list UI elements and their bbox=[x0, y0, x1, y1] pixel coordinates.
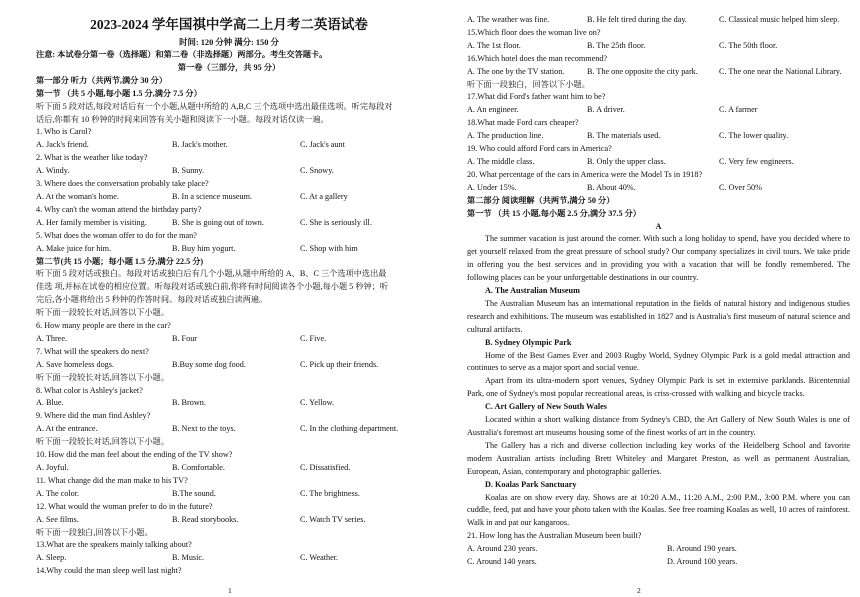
paragraph-c1: Located within a short walking distance from Sydney's CBD, the Art Gallery of New South Wales is one of Australia's foremost art museums housing some of the finest works of art in the country. bbox=[467, 415, 850, 437]
option-b: B. The one opposite the city park. bbox=[587, 66, 698, 76]
question: 2. What is the weather like today? bbox=[36, 153, 148, 163]
options bbox=[36, 397, 422, 410]
question: 19. Who could afford Ford cars in America? bbox=[467, 144, 612, 154]
page-right bbox=[467, 0, 850, 597]
option-c: C. At a gallery bbox=[300, 191, 348, 201]
options bbox=[467, 156, 850, 169]
option-c: C. The brightness. bbox=[300, 488, 360, 498]
options bbox=[36, 191, 422, 204]
question: 3. Where does the conversation probably take place? bbox=[36, 179, 209, 189]
option-c: C. Very few engineers. bbox=[719, 156, 794, 166]
question: 5. What does the woman offer to do for the man? bbox=[36, 230, 197, 240]
page-left bbox=[36, 0, 422, 597]
option-c: C. In the clothing department. bbox=[300, 424, 399, 434]
option-b: B. A driver. bbox=[587, 105, 625, 115]
paragraph-d: Koalas are on show every day. Shows are at 10:20 A.M., 11:20 A.M., 2:00 P.M., 3:00 P.M. where you can cuddle, feed, pat and have your photo taken with the Koalas. See free roaming Koalas as well, 10 acres of rainforest. Walk in and pat our kangaroos. bbox=[467, 492, 850, 528]
option-b: B. In a science museum. bbox=[172, 191, 253, 201]
options bbox=[467, 40, 850, 53]
page-number: 2 bbox=[637, 586, 641, 595]
question: 10. How did the man feel about the ending of the TV show? bbox=[36, 450, 233, 460]
option-b: B. Only the upper class. bbox=[587, 156, 666, 166]
options bbox=[36, 514, 422, 527]
options bbox=[36, 165, 422, 178]
option-c: C. Shop with him bbox=[300, 243, 358, 253]
time-score: 时间: 120 分钟 满分: 150 分 bbox=[179, 38, 279, 47]
option-a: A. Make juice for him. bbox=[36, 243, 112, 253]
question: 21. How long has the Australian Museum been built? bbox=[467, 531, 642, 541]
option-b: B. Around 190 years. bbox=[667, 544, 737, 554]
options bbox=[36, 359, 422, 372]
option-a: A. At the entrance. bbox=[36, 424, 98, 434]
option-a: A. Windy. bbox=[36, 166, 70, 176]
option-c: C. Five. bbox=[300, 333, 327, 343]
option-c: C. Pick up their friends. bbox=[300, 359, 379, 369]
question: 18.What made Ford cars cheaper? bbox=[467, 118, 579, 128]
option-a: A. Blue. bbox=[36, 398, 64, 408]
heading-d: D. Koalas Park Sanctuary bbox=[485, 479, 577, 489]
option-a: A. The 1st floor. bbox=[467, 40, 521, 50]
option-b: B. He felt tired during the day. bbox=[587, 15, 687, 24]
paragraph-a: The Australian Museum has an international reputation in the fields of natural history and indigenous studies research and exhibitions. The museum was established in 1827 and is Australia's first museum of natural science and cultural artifacts. bbox=[467, 298, 850, 334]
section2-heading: 第二节(共 15 小题；每小题 1.5 分,满分 22.5 分) bbox=[36, 256, 204, 266]
listening-prompt: 听下面一段较长对话,回答以下小题。 bbox=[36, 372, 170, 382]
question: 1. Who is Carol? bbox=[36, 127, 92, 137]
question: 20. What percentage of the cars in America were the Model Ts in 1918? bbox=[467, 169, 703, 179]
part1-heading: 第一部分 听力（共两节,满分 30 分） bbox=[36, 75, 168, 85]
option-d: D. Around 100 years. bbox=[667, 557, 738, 567]
option-c: C. A farmer bbox=[719, 105, 758, 115]
option-b: B. Sunny. bbox=[172, 166, 204, 176]
options bbox=[467, 14, 850, 27]
option-a: A. Her family member is visiting. bbox=[36, 217, 147, 227]
question: 13.What are the speakers mainly talking about? bbox=[36, 540, 192, 550]
option-a: A. Around 230 years. bbox=[467, 544, 538, 554]
options bbox=[467, 130, 850, 143]
listening-prompt: 听下面一段独白，回答以下小题。 bbox=[467, 79, 590, 89]
option-b: B. She is going out of town. bbox=[172, 217, 264, 227]
question: 14.Why could the man sleep well last night? bbox=[36, 566, 182, 576]
instructions: 完后,各小题将给出 5 秒钟的作答时间。每段对话或独白读两遍。 bbox=[36, 295, 268, 305]
option-a: A. Three. bbox=[36, 333, 67, 343]
option-c: C. Dissatisfied. bbox=[300, 463, 351, 472]
option-a: A. The one by the TV station. bbox=[467, 66, 565, 76]
options bbox=[36, 488, 422, 501]
listening-prompt: 听下面一段较长对话,回答以下小题。 bbox=[36, 308, 170, 318]
option-c: C. Classical music helped him sleep. bbox=[719, 15, 840, 24]
option-c: C. Snowy. bbox=[300, 166, 334, 176]
heading-c: C. Art Gallery of New South Wales bbox=[485, 402, 607, 412]
option-b: B. Read storybooks. bbox=[172, 514, 239, 524]
option-b: B. About 40%. bbox=[587, 182, 636, 192]
reading-section-heading: 第一节 （共 15 小题,每小题 2.5 分,满分 37.5 分） bbox=[467, 208, 641, 218]
option-a: A. See films. bbox=[36, 514, 79, 524]
paragraph-c2: The Gallery has a rich and diverse collection including key works of the Heidelberg School and favorite modern Australian artists including Brett Whiteley and Margaret Preston, as well as permanent Australian, European, Asian, contemporary and photographic galleries. bbox=[467, 440, 850, 476]
option-c: C. The 50th floor. bbox=[719, 40, 778, 50]
listening-prompt: 听下面一段独白,回答以下小题。 bbox=[36, 527, 153, 537]
option-b: B. Jack's mother. bbox=[172, 140, 228, 150]
heading-b: B. Sydney Olympic Park bbox=[485, 337, 572, 347]
option-a: A. Sleep. bbox=[36, 553, 67, 563]
passage-label: A bbox=[655, 221, 662, 231]
option-a: A. An engineer. bbox=[467, 105, 519, 115]
options bbox=[36, 333, 422, 346]
question: 8. What color is Ashley's jacket? bbox=[36, 385, 143, 395]
question: 7. What will the speakers do next? bbox=[36, 346, 149, 356]
listening-prompt: 听下面一段较长对话,回答以下小题。 bbox=[36, 437, 170, 447]
option-a: A. Save homeless dogs. bbox=[36, 359, 115, 369]
option-a: A. The color. bbox=[36, 488, 80, 498]
volume-heading: 第一卷（三部分，共 95 分） bbox=[177, 62, 281, 72]
option-a: A. Under 15%. bbox=[467, 182, 517, 192]
option-b: B. Brown. bbox=[172, 398, 206, 408]
option-a: A. At the woman's home. bbox=[36, 191, 119, 201]
notice: 注意: 本试卷分第一卷（选择题）和第二卷（非选择题）两部分。考生交答题卡。 bbox=[36, 50, 328, 59]
option-b: B. Buy him yogurt. bbox=[172, 243, 236, 253]
option-b: B.Buy some dog food. bbox=[172, 359, 246, 369]
option-a: A. Joyful. bbox=[36, 463, 69, 472]
option-b: B. The materials used. bbox=[587, 131, 661, 141]
options bbox=[36, 217, 422, 230]
options bbox=[36, 423, 422, 436]
option-b: B.The sound. bbox=[172, 488, 216, 498]
part2-heading: 第二部分 阅读理解（共两节,满分 50 分） bbox=[467, 195, 615, 205]
option-a: A. Jack's friend. bbox=[36, 140, 89, 150]
options bbox=[467, 556, 850, 569]
option-c: C. She is seriously ill. bbox=[300, 217, 372, 227]
option-b: B. The 25th floor. bbox=[587, 40, 646, 50]
section1-heading: 第一节 （共 5 小题,每小题 1.5 分,满分 7.5 分） bbox=[36, 88, 202, 98]
options bbox=[36, 243, 422, 256]
option-c: C. Watch TV series. bbox=[300, 514, 366, 524]
option-c: C. Around 140 years. bbox=[467, 557, 537, 567]
option-c: C. Jack's aunt bbox=[300, 140, 345, 150]
options bbox=[467, 182, 850, 195]
option-c: C. Yellow. bbox=[300, 398, 335, 408]
instructions: 话后,你都有 10 秒钟的时间来回答有关小题和阅读下一小题。每段对话仅读一遍。 bbox=[36, 114, 329, 124]
option-b: B. Music. bbox=[172, 553, 205, 563]
question: 4. Why can't the woman attend the birthday party? bbox=[36, 204, 202, 214]
options bbox=[467, 543, 850, 556]
options bbox=[467, 104, 850, 117]
heading-a: A. The Australian Museum bbox=[485, 286, 580, 296]
page-number: 1 bbox=[228, 586, 232, 595]
paragraph-b1: Home of the Best Games Ever and 2003 Rugby World, Sydney Olympic Park is a gold medal attraction and continues to serve as a major sport and social venue. bbox=[467, 350, 850, 373]
passage-intro: The summer vacation is just around the corner. With such a long holiday to spend, have you decided where to get yourself relaxed from the great pressure of school study? Our company specializes in civil tours. We take pride in offering you the best services and in providing you with a vacation that will be fondly remembered. The following places can be your unforgettable destinations in our country. bbox=[467, 234, 850, 283]
options bbox=[36, 139, 422, 152]
option-a: A. The production line. bbox=[467, 131, 544, 141]
question: 15.Which floor does the woman live on? bbox=[467, 27, 601, 37]
option-a: A. The middle class. bbox=[467, 156, 535, 166]
option-b: B. Comfortable. bbox=[172, 463, 225, 472]
option-c: C. The one near the National Library. bbox=[719, 66, 842, 76]
question: 6. How many people are there in the car? bbox=[36, 321, 171, 331]
instructions: 听下面 5 段对话或独白。每段对话或独白后有几个小题,从题中所给的 A、B、C 三个选项中选出最 bbox=[36, 269, 387, 279]
option-c: C. The lower quality. bbox=[719, 131, 789, 141]
options bbox=[36, 462, 422, 475]
option-c: C. Weather. bbox=[300, 553, 339, 563]
option-c: C. Over 50% bbox=[719, 182, 762, 192]
option-b: B. Next to the toys. bbox=[172, 424, 236, 434]
question: 9. Where did the man find Ashley? bbox=[36, 411, 151, 421]
instructions: 听下面 5 段对话,每段对话后有一个小题,从题中所给的 A,B,C 三个选项中选出最佳选项。听完每段对 bbox=[36, 101, 393, 111]
option-a: A. The weather was fine. bbox=[467, 15, 550, 24]
exam-title: 2023-2024 学年国祺中学高二上月考二英语试卷 bbox=[90, 17, 368, 32]
question: 17.What did Ford's father want him to be? bbox=[467, 92, 606, 102]
option-b: B. Four bbox=[172, 333, 198, 343]
question: 11. What change did the man make to his TV? bbox=[36, 475, 188, 485]
question: 16.Which hotel does the man recommend? bbox=[467, 53, 608, 63]
options bbox=[467, 66, 850, 79]
options bbox=[36, 552, 422, 565]
question: 12. What would the woman prefer to do in the future? bbox=[36, 501, 213, 511]
paragraph-b2: Apart from its ultra-modern sport venues, Sydney Olympic Park is set in extensive parklands. Bicentennial Park, one of Sydney's most popular recreational areas, is criss-crossed with walking and bicycle tracks. bbox=[467, 376, 850, 399]
instructions: 佳选 项,并标在试卷的相应位置。听每段对话或独白前,你将有时间阅读各个小题,每小题 5 秒钟；听 bbox=[36, 282, 389, 292]
